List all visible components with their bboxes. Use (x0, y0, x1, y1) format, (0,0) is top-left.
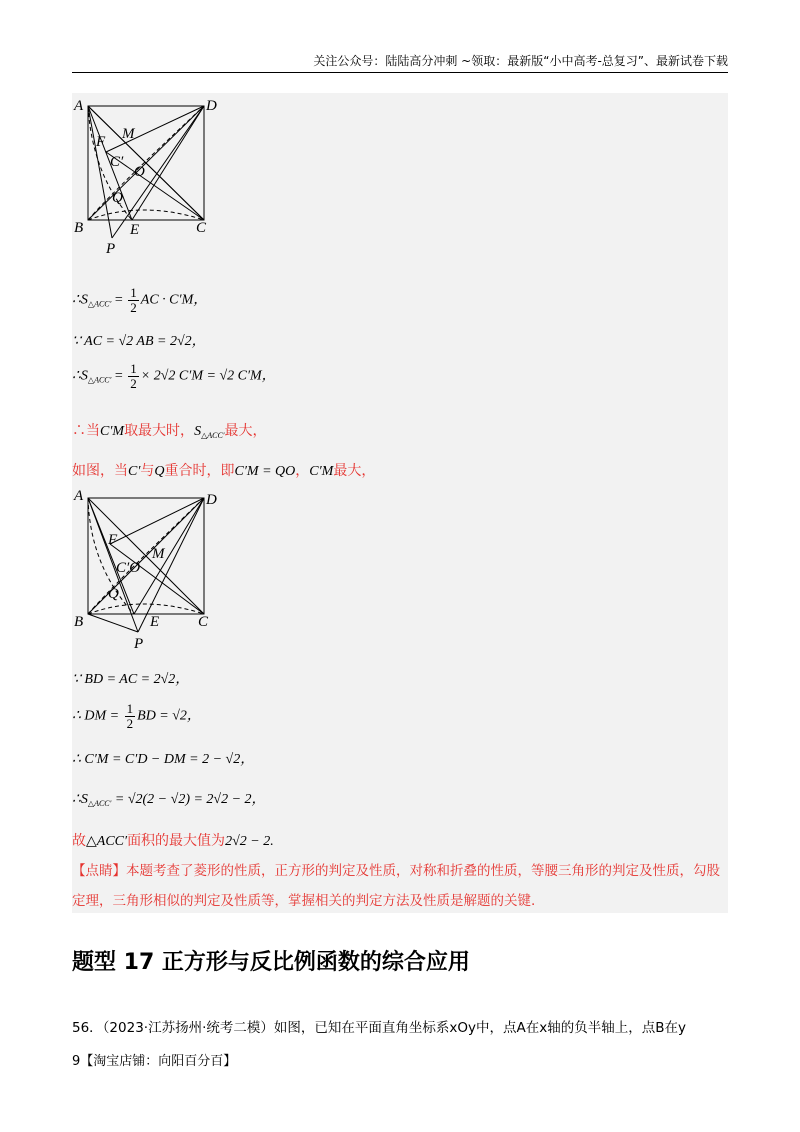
problem-text: 56．（2023·江苏扬州·统考二模）如图，已知在平面直角坐标系xOy中，点A在x轴的负半轴上，点B在y (72, 1020, 686, 1036)
label-F: F (108, 532, 118, 548)
label-M: M (122, 126, 135, 142)
step-10: 故△ACC′面积的最大值为2√2 − 2. (72, 834, 274, 849)
label-A: A (74, 98, 84, 114)
geometry-figure-2 (72, 486, 232, 650)
label-P: P (134, 636, 144, 650)
step-1: $\therefore S_{\triangle ACC'}$ = $\frac{1}{2}$ AC · C′M， (72, 285, 208, 315)
header-rule (72, 72, 728, 73)
label-Cprime: C′ (110, 154, 124, 170)
step-3: $\therefore S_{\triangle ACC'}$ = $\frac{1}{2}$ × 2√2 C′M = √2 C′M， (72, 361, 276, 391)
fraction: $\frac{1}{2}$ (130, 361, 137, 391)
fraction: $\frac{1}{2}$ (130, 285, 137, 315)
label-F: F (96, 134, 106, 150)
step-5: 如图，当C′与Q重合时，即C′M = QO，C′M最大， (72, 464, 376, 479)
fraction: $\frac{1}{2}$ (126, 701, 134, 731)
section-title: 题型 17 正方形与反比例函数的综合应用 (72, 950, 470, 975)
label-D: D (206, 492, 217, 508)
step-6: ∵ BD = AC = 2√2， (72, 672, 190, 687)
step-8: ∴ C′M = C′D − DM = 2 − √2， (72, 752, 255, 767)
label-Q: Q (112, 190, 123, 206)
label-C: C (196, 220, 207, 236)
label-E: E (150, 614, 160, 630)
label-O: O (134, 164, 145, 180)
label-M: M (152, 546, 165, 562)
step-4: ∴当C′M取最大时，$S_{\triangle ACC'}$最大， (72, 424, 267, 440)
step-7: ∴ DM = $\frac{1}{2}$ BD = √2， (72, 701, 201, 731)
label-D: D (206, 98, 217, 114)
page-footer: 9【淘宝店铺：向阳百分百】 (72, 1054, 237, 1069)
label-C: C (198, 614, 209, 630)
label-P: P (106, 241, 116, 256)
label-CprimeO: C′O (116, 560, 141, 576)
label-E: E (130, 222, 140, 238)
label-B: B (74, 220, 84, 236)
page-header: 关注公众号：陆陆高分冲刺 ~领取：最新版“小中高考-总复习”、最新试卷下载 (313, 54, 728, 68)
geometry-figure-1 (72, 94, 232, 256)
label-B: B (74, 614, 84, 630)
step-2: ∵ AC = √2 AB = 2√2， (72, 334, 206, 349)
key-point-note: 【点睛】本题考查了菱形的性质，正方形的判定及性质，对称和折叠的性质，等腰三角形的判定及性质，勾股定理，三角形相似的判定及性质等，掌握相关的判定方法及性质是解题的关键. (72, 863, 720, 909)
step-9: $\therefore S_{\triangle ACC'} = √2(2 - √2) = 2√2 - 2$， (72, 792, 266, 808)
label-Q: Q (108, 586, 119, 602)
label-A: A (74, 488, 84, 504)
